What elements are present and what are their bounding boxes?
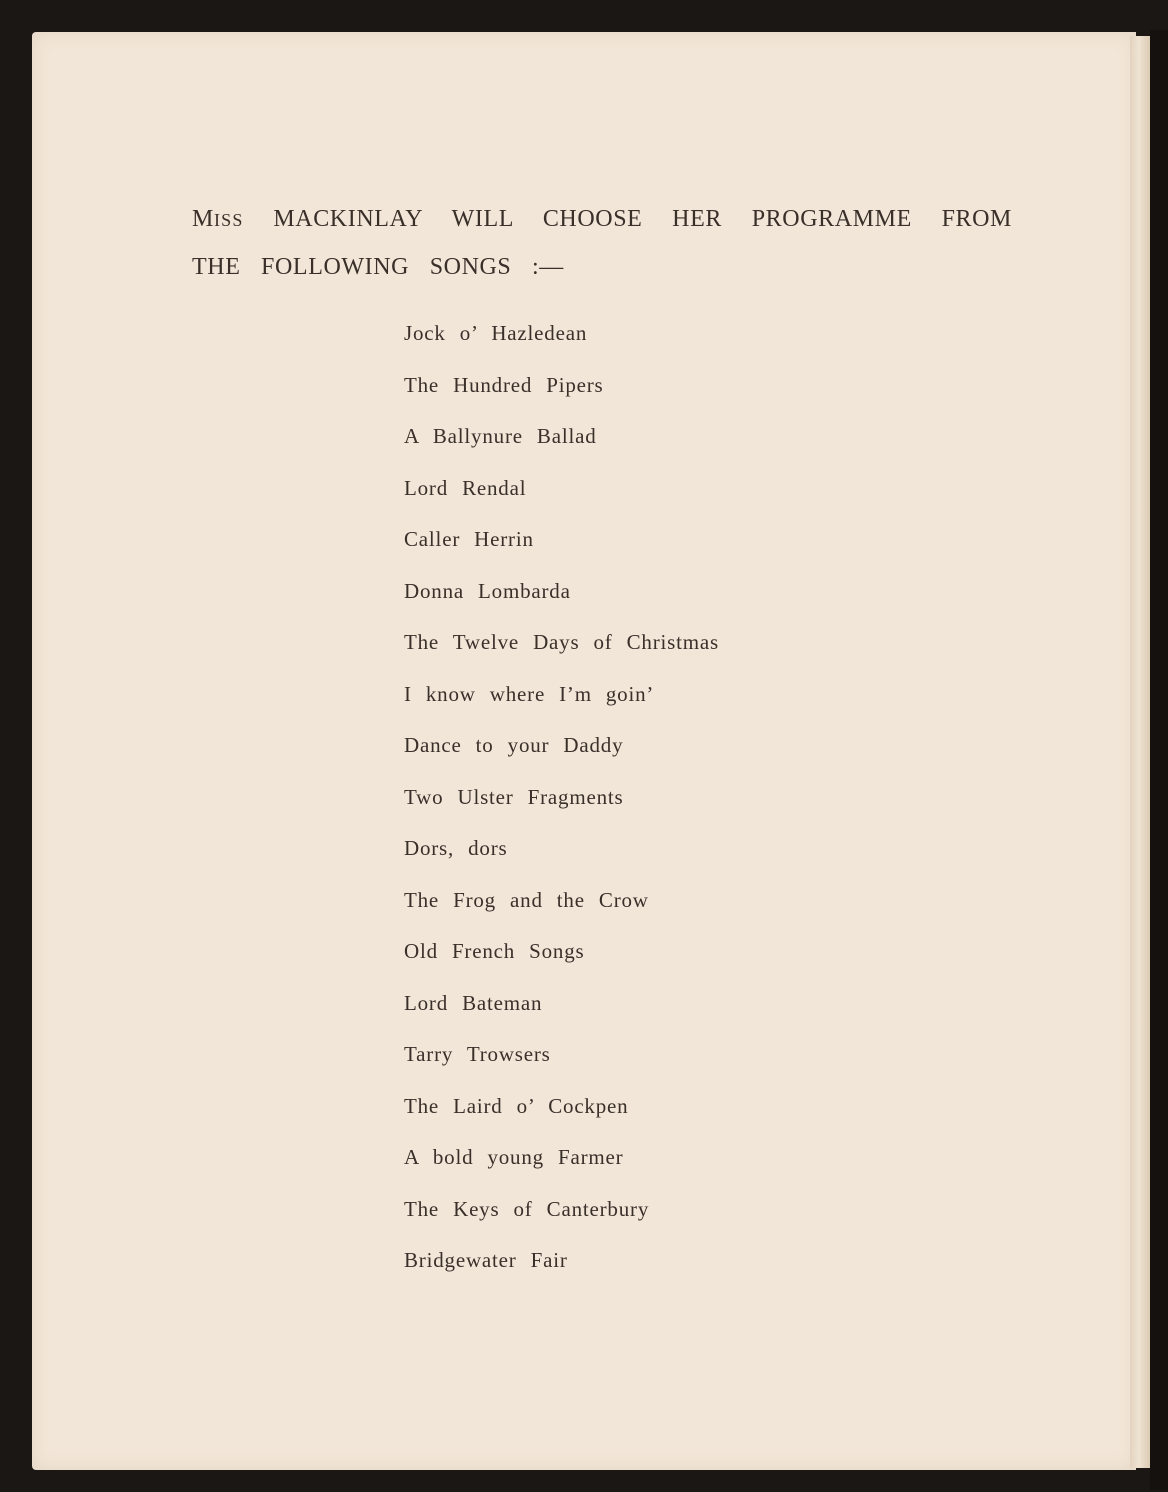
song-item: Tarry Trowsers xyxy=(404,1042,551,1066)
song-item: Lord Bateman xyxy=(404,990,543,1015)
song-item: Dors, dors xyxy=(404,836,508,860)
heading-text: MACKINLAY WILL CHOOSE HER PROGRAMME FROM THE FOLLOWING SONGS :— xyxy=(192,206,1012,280)
song-item: Donna Lombarda xyxy=(404,578,571,603)
song-item: The Twelve Days of Christmas xyxy=(404,630,719,654)
song-item: Caller Herrin xyxy=(404,527,534,551)
song-item: Lord Rendal xyxy=(404,475,527,500)
song-item: The Keys of Canterbury xyxy=(404,1196,650,1221)
song-item: I know where I’m goin’ xyxy=(404,681,655,706)
scan-border xyxy=(1150,30,1168,1490)
song-list xyxy=(404,317,719,1296)
song-item: Old French Songs xyxy=(404,939,585,963)
song-item: Jock o’ Hazledean xyxy=(404,321,588,345)
song-item: Dance to your Daddy xyxy=(404,733,624,757)
heading-miss-initial: M xyxy=(192,206,214,232)
song-item: A Ballynure Ballad xyxy=(404,424,597,448)
programme-heading xyxy=(192,196,1012,291)
song-item: The Laird o’ Cockpen xyxy=(404,1093,629,1118)
heading-miss-smallcaps: ISS xyxy=(213,210,244,230)
song-item: Bridgewater Fair xyxy=(404,1248,568,1272)
song-item: A bold young Farmer xyxy=(404,1145,624,1169)
song-item: The Hundred Pipers xyxy=(404,372,604,397)
song-item: Two Ulster Fragments xyxy=(404,784,624,809)
song-item: The Frog and the Crow xyxy=(404,887,649,912)
page-edge xyxy=(1130,36,1152,1468)
